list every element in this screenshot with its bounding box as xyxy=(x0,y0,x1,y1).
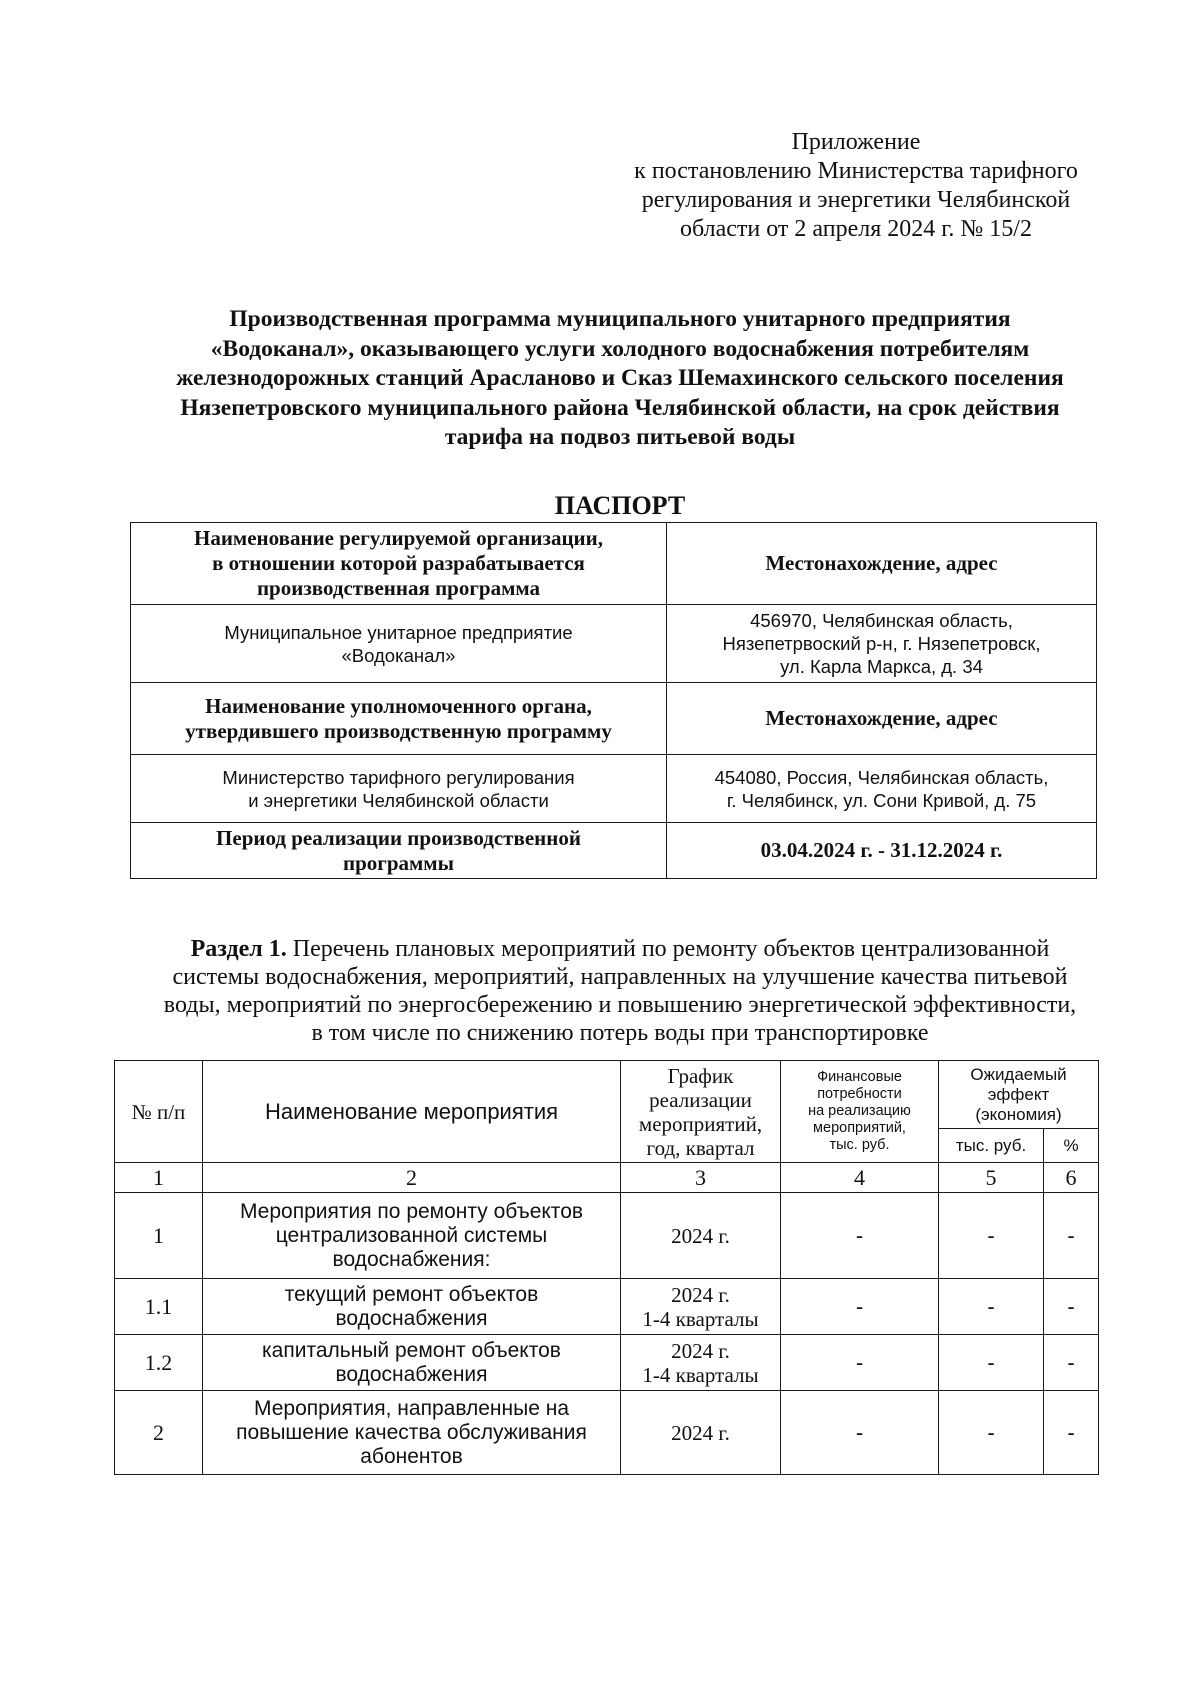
authority-address-line: г. Челябинск, ул. Сони Кривой, д. 75 xyxy=(726,789,1037,811)
row-effect-rub: - xyxy=(939,1391,1044,1475)
header-line: мероприятий, xyxy=(638,1111,763,1136)
row-finance: - xyxy=(781,1391,939,1475)
header-line: (экономия) xyxy=(975,1104,1062,1124)
org-address-line: 456970, Челябинская область, xyxy=(750,610,1013,631)
authority-name-cell xyxy=(131,755,667,823)
header-line: потребности xyxy=(817,1086,902,1102)
col-header-schedule xyxy=(621,1061,781,1163)
period-header-line: программы xyxy=(343,850,454,875)
table-row xyxy=(115,1193,1099,1279)
section-heading-line: воды, мероприятий по энергосбережению и повышению энергетической эффективности, xyxy=(163,992,1077,1018)
org-address-cell xyxy=(667,605,1097,683)
location-header-text: Местонахождение, адрес xyxy=(765,706,998,730)
location-header-text: Местонахождение, адрес xyxy=(765,551,998,575)
header-line: на реализацию xyxy=(808,1103,911,1119)
authority-address-cell xyxy=(667,755,1097,823)
period-value: 03.04.2024 г. - 31.12.2024 г. xyxy=(760,838,1003,862)
period-value-cell xyxy=(667,823,1097,879)
table-row xyxy=(115,1279,1099,1335)
row-name-line: централизованной системы xyxy=(275,1223,548,1247)
col-header-effect-pct xyxy=(1044,1129,1099,1163)
measures-table xyxy=(114,1060,1099,1475)
table-row xyxy=(115,1391,1099,1475)
org-header-line: в отношении которой разрабатывается xyxy=(212,551,585,575)
section-heading-line xyxy=(100,935,1140,963)
header-text: % xyxy=(1063,1135,1079,1155)
program-title xyxy=(100,305,1140,453)
header-line: мероприятий, xyxy=(813,1120,906,1136)
header-line: эффект xyxy=(987,1084,1050,1104)
org-name-line: «Водоканал» xyxy=(341,644,456,666)
header-line: тыс. руб. xyxy=(829,1137,890,1153)
passport-row xyxy=(131,683,1097,755)
passport-row xyxy=(131,823,1097,879)
header-line: реализации xyxy=(649,1087,752,1112)
header-text: Наименование мероприятия xyxy=(264,1098,559,1124)
row-effect-pct: - xyxy=(1044,1391,1099,1475)
column-number: 5 xyxy=(939,1163,1044,1193)
column-number-row xyxy=(115,1163,1099,1193)
row-name-line: капитальный ремонт объектов xyxy=(262,1338,561,1362)
section-heading-line: системы водоснабжения, мероприятий, направленных на улучшение качества питьевой xyxy=(172,964,1068,990)
row-num: 2 xyxy=(115,1391,203,1475)
table-row xyxy=(115,1335,1099,1391)
row-effect-pct: - xyxy=(1044,1279,1099,1335)
row-name xyxy=(203,1335,621,1391)
row-schedule-line: 2024 г. xyxy=(671,1420,730,1445)
authority-header-line: Наименование уполномоченного органа, xyxy=(205,693,592,718)
section-text: Перечень плановых мероприятий по ремонту объектов централизованной xyxy=(286,936,1050,962)
row-name-line: Мероприятия по ремонту объектов xyxy=(239,1199,584,1223)
column-number: 2 xyxy=(203,1163,621,1193)
column-number: 1 xyxy=(115,1163,203,1193)
column-number: 3 xyxy=(621,1163,781,1193)
header-line: Финансовые xyxy=(817,1069,902,1085)
row-name-line: водоснабжения: xyxy=(332,1247,491,1271)
row-name xyxy=(203,1391,621,1475)
row-schedule xyxy=(621,1391,781,1475)
authority-address-line: 454080, Россия, Челябинская область, xyxy=(714,766,1049,788)
program-title-line: «Водоканал», оказывающего услуги холодного водоснабжения потребителям xyxy=(210,335,1030,362)
header-text: тыс. руб. xyxy=(955,1135,1027,1155)
org-name-line: Муниципальное унитарное предприятие xyxy=(224,621,573,643)
appendix-line: Приложение xyxy=(791,129,921,155)
appendix-line: регулирования и энергетики Челябинской xyxy=(641,187,1071,213)
row-name-line: повышение качества обслуживания xyxy=(236,1420,587,1444)
location-header-cell xyxy=(667,683,1097,755)
org-header-line: производственная программа xyxy=(256,576,541,600)
appendix-line: к постановлению Министерства тарифного xyxy=(634,158,1078,184)
org-address-line: ул. Карла Маркса, д. 34 xyxy=(780,656,983,677)
row-effect-pct: - xyxy=(1044,1193,1099,1279)
row-finance: - xyxy=(781,1193,939,1279)
row-name xyxy=(203,1279,621,1335)
header-line: год, квартал xyxy=(646,1135,755,1160)
section-heading xyxy=(100,935,1140,1047)
section-heading-line: в том числе по снижению потерь воды при транспортировке xyxy=(311,1020,929,1046)
column-number: 4 xyxy=(781,1163,939,1193)
period-header-cell xyxy=(131,823,667,879)
header-line: Ожидаемый xyxy=(970,1064,1067,1084)
program-title-line: Нязепетровского муниципального района Челябинской области, на срок действия xyxy=(180,394,1060,421)
org-name-cell xyxy=(131,605,667,683)
location-header-cell xyxy=(667,523,1097,605)
passport-table xyxy=(130,522,1097,879)
col-header-name xyxy=(203,1061,621,1163)
row-schedule xyxy=(621,1193,781,1279)
row-name-line: абонентов xyxy=(360,1444,463,1468)
row-num: 1 xyxy=(115,1193,203,1279)
header-row xyxy=(115,1061,1099,1129)
col-header-effect-rub xyxy=(939,1129,1044,1163)
program-title-line: тарифа на подвоз питьевой воды xyxy=(444,424,796,450)
org-header-line: Наименование регулируемой организации, xyxy=(194,526,603,550)
passport-row xyxy=(131,523,1097,605)
row-schedule xyxy=(621,1279,781,1335)
header-line: График xyxy=(667,1063,734,1088)
row-name-line: водоснабжения xyxy=(335,1306,488,1330)
appendix-note xyxy=(596,128,1116,244)
row-name xyxy=(203,1193,621,1279)
passport-row xyxy=(131,755,1097,823)
row-effect-rub: - xyxy=(939,1335,1044,1391)
row-schedule-line: 1-4 кварталы xyxy=(642,1362,759,1387)
col-header-effect xyxy=(939,1061,1099,1129)
authority-name-line: и энергетики Челябинской области xyxy=(248,789,549,811)
row-finance: - xyxy=(781,1335,939,1391)
row-name-line: Мероприятия, направленные на xyxy=(254,1396,569,1420)
period-header-line: Период реализации производственной xyxy=(216,825,581,850)
row-schedule-line: 2024 г. xyxy=(671,1223,730,1248)
col-header-num xyxy=(115,1061,203,1163)
program-title-line: Производственная программа муниципального унитарного предприятия xyxy=(229,306,1011,332)
row-schedule-line: 1-4 кварталы xyxy=(642,1306,759,1331)
row-num: 1.1 xyxy=(115,1279,203,1335)
row-name-line: водоснабжения xyxy=(335,1362,488,1386)
org-header-cell xyxy=(131,523,667,605)
row-num: 1.2 xyxy=(115,1335,203,1391)
row-schedule-line: 2024 г. xyxy=(671,1338,730,1363)
authority-header-cell xyxy=(131,683,667,755)
header-text: № п/п xyxy=(131,1099,186,1124)
row-effect-pct: - xyxy=(1044,1335,1099,1391)
org-address-line: Нязепетрвоский р-н, г. Нязепетровск, xyxy=(722,633,1041,654)
program-title-line: железнодорожных станций Арасланово и Сказ Шемахинского сельского поселения xyxy=(176,365,1064,391)
row-name-line: текущий ремонт объектов xyxy=(284,1282,539,1306)
appendix-line: области от 2 апреля 2024 г. № 15/2 xyxy=(680,216,1032,242)
row-schedule xyxy=(621,1335,781,1391)
passport-heading: ПАСПОРТ xyxy=(554,491,686,520)
authority-name-line: Министерство тарифного регулирования xyxy=(222,766,575,788)
section-label: Раздел 1. xyxy=(190,936,287,962)
row-effect-rub: - xyxy=(939,1193,1044,1279)
col-header-finance xyxy=(781,1061,939,1163)
column-number: 6 xyxy=(1044,1163,1099,1193)
row-finance: - xyxy=(781,1279,939,1335)
authority-header-line: утвердившего производственную программу xyxy=(185,718,612,743)
row-effect-rub: - xyxy=(939,1279,1044,1335)
passport-row xyxy=(131,605,1097,683)
row-schedule-line: 2024 г. xyxy=(671,1282,730,1307)
